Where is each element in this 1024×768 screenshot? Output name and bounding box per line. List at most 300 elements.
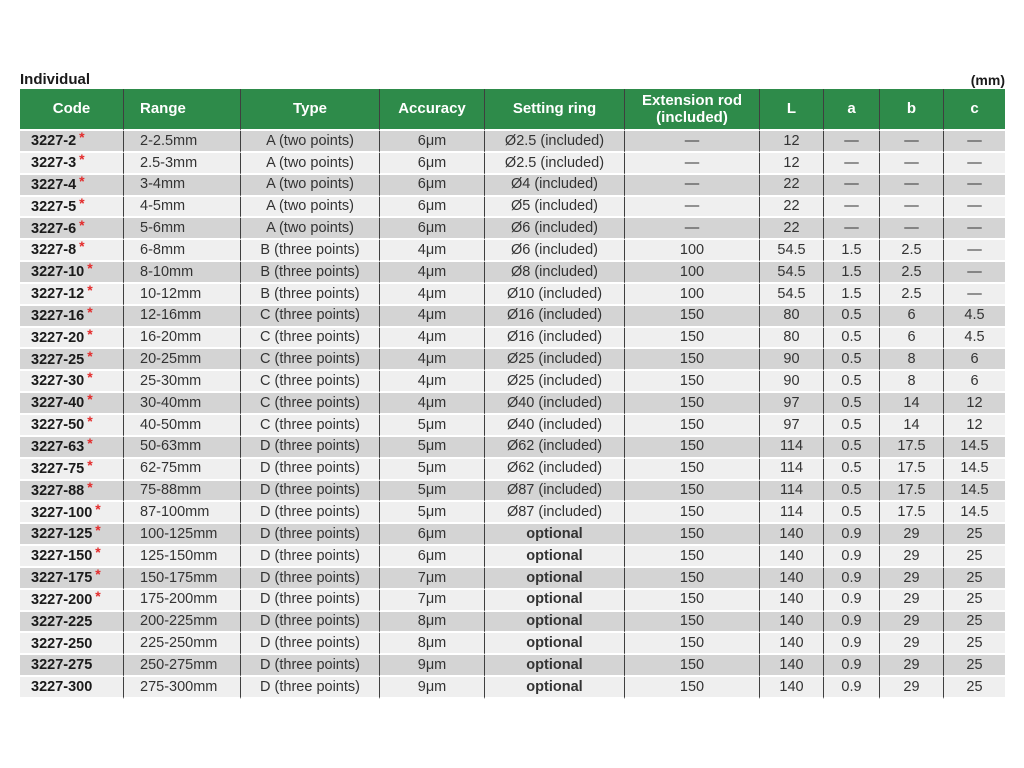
cell-a: 0.9 — [824, 568, 880, 590]
cell-extension-rod: 100 — [625, 284, 760, 306]
cell-code — [20, 655, 124, 677]
cell-c: — — [944, 284, 1005, 306]
star-mark: * — [87, 436, 93, 451]
cell-range: 225-250mm — [124, 633, 241, 655]
cell-accuracy: 5μm — [380, 502, 485, 524]
cell-a: 0.5 — [824, 306, 880, 328]
cell-b: 17.5 — [880, 481, 944, 503]
cell-type: C (three points) — [241, 415, 380, 437]
cell-code — [20, 502, 124, 524]
star-mark: * — [87, 262, 93, 277]
cell-setting-ring: Ø6 (included) — [485, 240, 625, 262]
cell-L: 140 — [760, 677, 824, 699]
cell-accuracy: 4μm — [380, 371, 485, 393]
table-row — [20, 393, 1005, 415]
cell-L: 114 — [760, 502, 824, 524]
star-mark: * — [95, 589, 101, 604]
star-mark: * — [79, 152, 85, 168]
code-text: 3227-300 — [31, 679, 93, 696]
cell-a: 0.5 — [824, 437, 880, 459]
cell-type: D (three points) — [241, 677, 380, 699]
col-header-c — [944, 89, 1005, 131]
cell-extension-rod: 150 — [625, 349, 760, 371]
col-header-setting-ring — [485, 89, 625, 131]
cell-range: 62-75mm — [124, 459, 241, 481]
cell-c: 6 — [944, 371, 1005, 393]
unit-label: (mm) — [970, 72, 1005, 88]
col-header-accuracy-label: Accuracy — [398, 100, 466, 118]
cell-c: 25 — [944, 677, 1005, 699]
cell-type: D (three points) — [241, 633, 380, 655]
star-mark: * — [87, 327, 93, 342]
code-text: 3227-200 — [31, 591, 93, 608]
cell-L: 114 — [760, 437, 824, 459]
table-row — [20, 175, 1005, 197]
cell-type: A (two points) — [241, 197, 380, 219]
cell-code — [20, 284, 124, 306]
col-header-c-label: c — [970, 100, 979, 118]
cell-code — [20, 131, 124, 153]
cell-type: D (three points) — [241, 568, 380, 590]
code-text: 3227-3 — [31, 155, 77, 172]
cell-a: 0.5 — [824, 481, 880, 503]
cell-L: 54.5 — [760, 284, 824, 306]
star-mark: * — [95, 546, 101, 561]
cell-L: 140 — [760, 590, 824, 612]
cell-b: 8 — [880, 371, 944, 393]
cell-setting-ring: Ø62 (included) — [485, 437, 625, 459]
star-mark: * — [87, 349, 93, 364]
cell-type: B (three points) — [241, 262, 380, 284]
table-row — [20, 218, 1005, 240]
cell-L: 97 — [760, 393, 824, 415]
star-mark: * — [87, 283, 93, 299]
cell-accuracy: 4μm — [380, 393, 485, 415]
cell-a: — — [824, 131, 880, 153]
cell-L: 12 — [760, 131, 824, 153]
section-title: Individual — [20, 71, 91, 88]
cell-setting-ring: Ø40 (included) — [485, 415, 625, 437]
code-text: 3227-5 — [31, 198, 77, 215]
cell-L: 80 — [760, 328, 824, 350]
cell-accuracy: 8μm — [380, 633, 485, 655]
col-header-code — [20, 89, 124, 131]
cell-code — [20, 262, 124, 284]
cell-setting-ring: optional — [485, 568, 625, 590]
cell-a: 0.9 — [824, 633, 880, 655]
code-text: 3227-6 — [31, 220, 77, 237]
cell-extension-rod: 150 — [625, 459, 760, 481]
star-mark: * — [79, 240, 85, 255]
cell-c: 25 — [944, 612, 1005, 634]
cell-range: 2-2.5mm — [124, 131, 241, 153]
cell-c: — — [944, 153, 1005, 175]
cell-setting-ring: Ø5 (included) — [485, 197, 625, 219]
cell-type: D (three points) — [241, 612, 380, 634]
cell-a: 0.5 — [824, 502, 880, 524]
cell-range: 25-30mm — [124, 371, 241, 393]
cell-extension-rod: 150 — [625, 502, 760, 524]
code-text: 3227-10 — [31, 264, 85, 281]
cell-range: 16-20mm — [124, 328, 241, 350]
table-header — [20, 89, 1005, 131]
cell-type: D (three points) — [241, 481, 380, 503]
table-row — [20, 437, 1005, 459]
cell-type: D (three points) — [241, 524, 380, 546]
cell-setting-ring: Ø25 (included) — [485, 349, 625, 371]
cell-code — [20, 415, 124, 437]
cell-L: 140 — [760, 655, 824, 677]
cell-b: 8 — [880, 349, 944, 371]
cell-range: 125-150mm — [124, 546, 241, 568]
col-header-extension-rod-sub: (included) — [656, 109, 728, 126]
cell-extension-rod: 150 — [625, 677, 760, 699]
cell-setting-ring: Ø6 (included) — [485, 218, 625, 240]
cell-range: 8-10mm — [124, 262, 241, 284]
cell-b: 29 — [880, 546, 944, 568]
cell-a: — — [824, 153, 880, 175]
cell-accuracy: 6μm — [380, 197, 485, 219]
cell-a: 0.9 — [824, 546, 880, 568]
table-row — [20, 524, 1005, 546]
cell-a: 1.5 — [824, 284, 880, 306]
cell-code — [20, 524, 124, 546]
cell-c: — — [944, 262, 1005, 284]
cell-code — [20, 175, 124, 197]
code-text: 3227-75 — [31, 460, 85, 477]
cell-a: — — [824, 218, 880, 240]
cell-b: 17.5 — [880, 502, 944, 524]
cell-setting-ring: Ø8 (included) — [485, 262, 625, 284]
cell-setting-ring: Ø2.5 (included) — [485, 131, 625, 153]
cell-extension-rod: 150 — [625, 568, 760, 590]
star-mark: * — [79, 218, 85, 233]
table-row — [20, 481, 1005, 503]
cell-accuracy: 6μm — [380, 524, 485, 546]
star-mark: * — [87, 458, 93, 473]
cell-b: 14 — [880, 393, 944, 415]
cell-a: 0.9 — [824, 590, 880, 612]
table-caption-bar — [20, 66, 1005, 88]
cell-accuracy: 8μm — [380, 612, 485, 634]
cell-c: — — [944, 131, 1005, 153]
cell-b: 2.5 — [880, 284, 944, 306]
cell-code — [20, 328, 124, 350]
cell-accuracy: 6μm — [380, 153, 485, 175]
cell-accuracy: 5μm — [380, 437, 485, 459]
star-mark: * — [95, 502, 101, 517]
cell-extension-rod: 150 — [625, 371, 760, 393]
cell-type: C (three points) — [241, 371, 380, 393]
code-text: 3227-175 — [31, 570, 93, 587]
table-row — [20, 590, 1005, 612]
cell-c: 12 — [944, 415, 1005, 437]
cell-accuracy: 4μm — [380, 240, 485, 262]
cell-type: C (three points) — [241, 349, 380, 371]
cell-extension-rod: 100 — [625, 262, 760, 284]
cell-b: 29 — [880, 590, 944, 612]
col-header-code-label: Code — [52, 100, 91, 118]
cell-L: 90 — [760, 371, 824, 393]
cell-extension-rod: — — [625, 197, 760, 219]
cell-code — [20, 546, 124, 568]
cell-extension-rod: 150 — [625, 524, 760, 546]
table-row — [20, 502, 1005, 524]
cell-c: 25 — [944, 633, 1005, 655]
cell-extension-rod: — — [625, 218, 760, 240]
cell-range: 30-40mm — [124, 393, 241, 415]
col-header-setting-ring-label: Setting ring — [512, 100, 597, 118]
code-text: 3227-25 — [31, 351, 85, 368]
cell-accuracy: 9μm — [380, 655, 485, 677]
cell-a: 0.9 — [824, 612, 880, 634]
cell-b: 29 — [880, 655, 944, 677]
cell-extension-rod: 100 — [625, 240, 760, 262]
col-header-accuracy — [380, 89, 485, 131]
cell-type: A (two points) — [241, 131, 380, 153]
cell-L: 114 — [760, 481, 824, 503]
code-text: 3227-225 — [31, 613, 93, 630]
cell-accuracy: 6μm — [380, 131, 485, 153]
code-text: 3227-50 — [31, 417, 85, 434]
cell-code — [20, 437, 124, 459]
cell-accuracy: 6μm — [380, 546, 485, 568]
table-row — [20, 306, 1005, 328]
cell-L: 90 — [760, 349, 824, 371]
cell-code — [20, 393, 124, 415]
cell-a: 0.5 — [824, 415, 880, 437]
col-header-L-label: L — [786, 100, 797, 118]
cell-type: A (two points) — [241, 218, 380, 240]
cell-setting-ring: Ø2.5 (included) — [485, 153, 625, 175]
code-text: 3227-12 — [31, 286, 85, 303]
cell-a: 0.9 — [824, 655, 880, 677]
cell-extension-rod: 150 — [625, 633, 760, 655]
cell-extension-rod: 150 — [625, 306, 760, 328]
cell-setting-ring: Ø16 (included) — [485, 328, 625, 350]
col-header-type — [241, 89, 380, 131]
col-header-b-label: b — [906, 100, 917, 118]
cell-type: D (three points) — [241, 502, 380, 524]
cell-b: 17.5 — [880, 459, 944, 481]
table-row — [20, 459, 1005, 481]
cell-code — [20, 197, 124, 219]
cell-setting-ring: Ø87 (included) — [485, 502, 625, 524]
cell-L: 80 — [760, 306, 824, 328]
cell-accuracy: 5μm — [380, 459, 485, 481]
cell-L: 22 — [760, 197, 824, 219]
cell-type: D (three points) — [241, 437, 380, 459]
cell-extension-rod: 150 — [625, 328, 760, 350]
cell-a: 1.5 — [824, 262, 880, 284]
cell-setting-ring: optional — [485, 524, 625, 546]
cell-c: 25 — [944, 655, 1005, 677]
star-mark: * — [79, 131, 85, 146]
cell-code — [20, 218, 124, 240]
code-text: 3227-2 — [31, 133, 77, 150]
cell-range: 50-63mm — [124, 437, 241, 459]
cell-type: A (two points) — [241, 175, 380, 197]
cell-extension-rod: 150 — [625, 546, 760, 568]
table-row — [20, 153, 1005, 175]
code-text: 3227-88 — [31, 482, 85, 499]
col-header-b — [880, 89, 944, 131]
cell-range: 3-4mm — [124, 175, 241, 197]
cell-extension-rod: 150 — [625, 481, 760, 503]
cell-setting-ring: Ø10 (included) — [485, 284, 625, 306]
cell-b: 6 — [880, 328, 944, 350]
cell-extension-rod: 150 — [625, 612, 760, 634]
cell-code — [20, 349, 124, 371]
cell-extension-rod: 150 — [625, 415, 760, 437]
cell-setting-ring: Ø25 (included) — [485, 371, 625, 393]
cell-type: C (three points) — [241, 328, 380, 350]
cell-b: — — [880, 153, 944, 175]
col-header-range-label: Range — [140, 100, 186, 118]
table-row — [20, 677, 1005, 699]
code-text: 3227-250 — [31, 635, 93, 652]
table-row — [20, 328, 1005, 350]
cell-accuracy: 5μm — [380, 415, 485, 437]
cell-L: 140 — [760, 546, 824, 568]
cell-accuracy: 5μm — [380, 481, 485, 503]
cell-extension-rod: 150 — [625, 655, 760, 677]
code-text: 3227-125 — [31, 526, 93, 543]
cell-accuracy: 7μm — [380, 568, 485, 590]
star-mark: * — [87, 414, 93, 430]
cell-L: 54.5 — [760, 240, 824, 262]
cell-a: 1.5 — [824, 240, 880, 262]
cell-b: — — [880, 131, 944, 153]
col-header-extension-rod — [625, 89, 760, 131]
cell-accuracy: 7μm — [380, 590, 485, 612]
cell-setting-ring: optional — [485, 677, 625, 699]
code-text: 3227-20 — [31, 329, 85, 346]
cell-a: 0.9 — [824, 677, 880, 699]
cell-range: 6-8mm — [124, 240, 241, 262]
table-row — [20, 415, 1005, 437]
cell-extension-rod: 150 — [625, 393, 760, 415]
cell-b: 6 — [880, 306, 944, 328]
cell-code — [20, 240, 124, 262]
cell-code — [20, 459, 124, 481]
star-mark: * — [95, 567, 101, 583]
cell-extension-rod: 150 — [625, 590, 760, 612]
cell-c: 14.5 — [944, 459, 1005, 481]
cell-L: 22 — [760, 175, 824, 197]
cell-type: D (three points) — [241, 459, 380, 481]
cell-b: 29 — [880, 612, 944, 634]
col-header-L — [760, 89, 824, 131]
cell-range: 87-100mm — [124, 502, 241, 524]
cell-setting-ring: Ø62 (included) — [485, 459, 625, 481]
cell-L: 140 — [760, 612, 824, 634]
cell-setting-ring: Ø4 (included) — [485, 175, 625, 197]
cell-c: 14.5 — [944, 437, 1005, 459]
cell-a: 0.5 — [824, 328, 880, 350]
code-text: 3227-40 — [31, 395, 85, 412]
star-mark: * — [79, 196, 85, 211]
cell-code — [20, 568, 124, 590]
cell-c: — — [944, 240, 1005, 262]
star-mark: * — [87, 393, 93, 408]
cell-code — [20, 590, 124, 612]
cell-c: 6 — [944, 349, 1005, 371]
cell-L: 54.5 — [760, 262, 824, 284]
code-text: 3227-4 — [31, 176, 77, 193]
cell-a: — — [824, 175, 880, 197]
cell-type: C (three points) — [241, 393, 380, 415]
cell-b: 17.5 — [880, 437, 944, 459]
cell-type: B (three points) — [241, 284, 380, 306]
cell-setting-ring: Ø40 (included) — [485, 393, 625, 415]
col-header-extension-rod-label: Extension rod — [641, 91, 742, 109]
cell-code — [20, 306, 124, 328]
cell-range: 20-25mm — [124, 349, 241, 371]
cell-c: 25 — [944, 546, 1005, 568]
col-header-a-label: a — [847, 100, 856, 118]
cell-c: 14.5 — [944, 481, 1005, 503]
code-text: 3227-150 — [31, 548, 93, 565]
cell-type: C (three points) — [241, 306, 380, 328]
cell-a: 0.5 — [824, 371, 880, 393]
cell-code — [20, 633, 124, 655]
cell-L: 140 — [760, 568, 824, 590]
cell-L: 97 — [760, 415, 824, 437]
cell-setting-ring: Ø16 (included) — [485, 306, 625, 328]
table-row — [20, 568, 1005, 590]
table-row — [20, 349, 1005, 371]
cell-code — [20, 612, 124, 634]
cell-type: D (three points) — [241, 546, 380, 568]
cell-range: 175-200mm — [124, 590, 241, 612]
cell-b: — — [880, 175, 944, 197]
table-row — [20, 371, 1005, 393]
col-header-a — [824, 89, 880, 131]
cell-range: 150-175mm — [124, 568, 241, 590]
cell-extension-rod: — — [625, 175, 760, 197]
cell-accuracy: 4μm — [380, 306, 485, 328]
cell-code — [20, 153, 124, 175]
table-row — [20, 197, 1005, 219]
table-row — [20, 612, 1005, 634]
cell-c: 4.5 — [944, 328, 1005, 350]
cell-c: 25 — [944, 524, 1005, 546]
cell-range: 75-88mm — [124, 481, 241, 503]
code-text: 3227-30 — [31, 373, 85, 390]
cell-accuracy: 9μm — [380, 677, 485, 699]
cell-b: 2.5 — [880, 262, 944, 284]
cell-extension-rod: — — [625, 153, 760, 175]
code-text: 3227-275 — [31, 657, 93, 674]
table-row — [20, 262, 1005, 284]
cell-c: 25 — [944, 568, 1005, 590]
cell-a: 0.5 — [824, 393, 880, 415]
header-row — [20, 89, 1005, 131]
star-mark: * — [87, 371, 93, 386]
cell-range: 12-16mm — [124, 306, 241, 328]
code-text: 3227-16 — [31, 307, 85, 324]
cell-setting-ring: Ø87 (included) — [485, 481, 625, 503]
cell-a: 0.9 — [824, 524, 880, 546]
col-header-range — [124, 89, 241, 131]
cell-c: — — [944, 197, 1005, 219]
code-text: 3227-8 — [31, 242, 77, 259]
cell-setting-ring: optional — [485, 546, 625, 568]
cell-a: — — [824, 197, 880, 219]
star-mark: * — [87, 480, 93, 495]
cell-b: 29 — [880, 568, 944, 590]
